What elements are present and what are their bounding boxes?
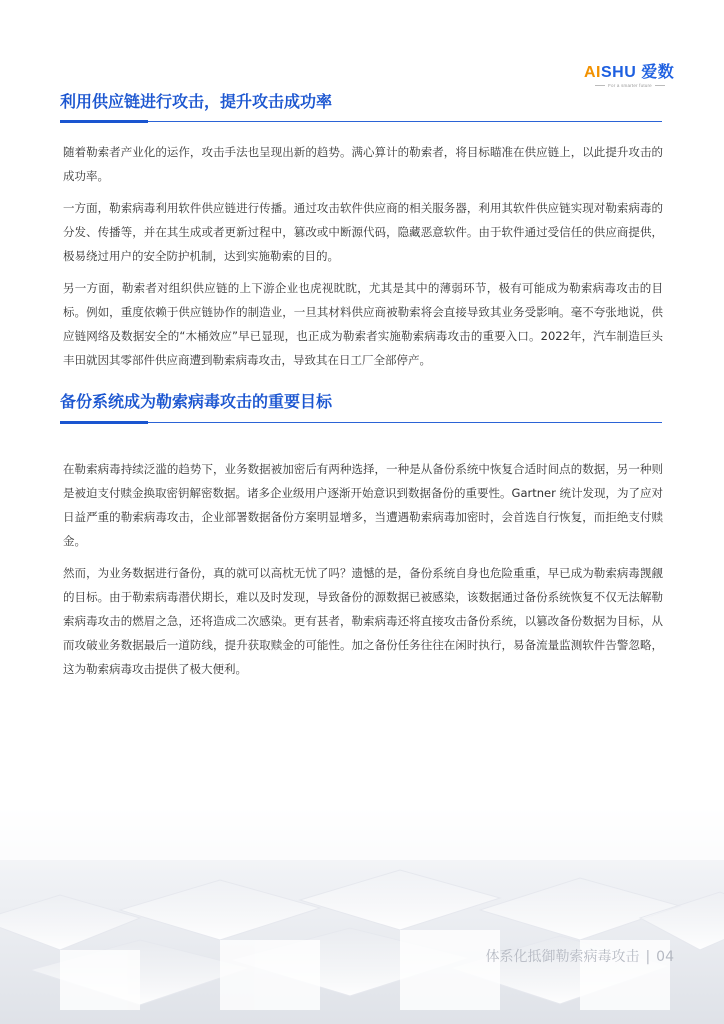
page-footer: [485, 946, 674, 966]
aishu-logo: [584, 64, 676, 92]
logo-tagline: For a smarter future: [584, 83, 676, 88]
footer-doc-title: 体系化抵御勒索病毒攻击: [485, 949, 640, 965]
logo-wordmark: AISHU 爱数: [584, 64, 675, 81]
section-2-title: 备份系统成为勒索病毒攻击的重要目标: [60, 392, 333, 411]
section-2-paragraph-1: 在勒索病毒持续泛滥的趋势下，业务数据被加密后有两种选择，一种是从备份系统中恢复合适时间点的数据，另一种则是被迫支付赎金换取密钥解密数据。诸多企业级用户逐渐开始意识到数据备份的重要性。Gartner 统计发现，为了应对日益严重的勒索病毒攻击，企业部署数据备份方案明显增多，当遭遇勒索病毒加密时，会首选自行恢复，而拒绝支付赎金。: [63, 462, 663, 548]
page-number: 04: [656, 949, 674, 965]
section-2-paragraph-2: 然而，为业务数据进行备份，真的就可以高枕无忧了吗？遗憾的是，备份系统自身也危险重重，早已成为勒索病毒觊觎的目标。由于勒索病毒潜伏期长，难以及时发现，导致备份的源数据已被感染，该数据通过备份系统恢复不仅无法解勒索病毒攻击的燃眉之急，还将造成二次感染。更有甚者，勒索病毒还将直接攻击备份系统，以篡改备份数据为目标，从而攻破业务数据最后一道防线，提升获取赎金的可能性。加之备份任务往往在闲时执行，易备流量监测软件告警忽略，这为勒索病毒攻击提供了极大便利。: [63, 566, 663, 676]
bottom-decoration: [0, 800, 724, 1024]
section-2-divider: [60, 422, 662, 423]
section-1-paragraph-2: 一方面，勒索病毒利用软件供应链进行传播。通过攻击软件供应商的相关服务器，利用其软件供应链实现对勒索病毒的分发、传播等，并在其生成或者更新过程中，篡改或中断源代码，隐藏恶意软件。由于软件通过受信任的供应商提供，极易绕过用户的安全防护机制，达到实施勒索的目的。: [63, 201, 663, 263]
section-2-body: [63, 457, 663, 689]
section-1-body: [63, 140, 663, 380]
section-1-divider: [60, 121, 662, 122]
footer-separator: |: [645, 949, 651, 965]
section-1-paragraph-1: 随着勒索者产业化的运作，攻击手法也呈现出新的趋势。满心算计的勒索者，将目标瞄准在供应链上，以此提升攻击的成功率。: [63, 145, 663, 183]
section-1-title: 利用供应链进行攻击，提升攻击成功率: [60, 92, 333, 111]
section-1-paragraph-3: 另一方面，勒索者对组织供应链的上下游企业也虎视眈眈，尤其是其中的薄弱环节，极有可能成为勒索病毒攻击的目标。例如，重度依赖于供应链协作的制造业，一旦其材料供应商被勒索将会直接导致其业务受影响。毫不夸张地说，供应链网络及数据安全的“木桶效应”早已显现，也正成为勒索者实施勒索病毒攻击的重要入口。2022年，汽车制造巨头丰田就因其零部件供应商遭到勒索病毒攻击，导致其在日工厂全部停产。: [63, 281, 663, 367]
